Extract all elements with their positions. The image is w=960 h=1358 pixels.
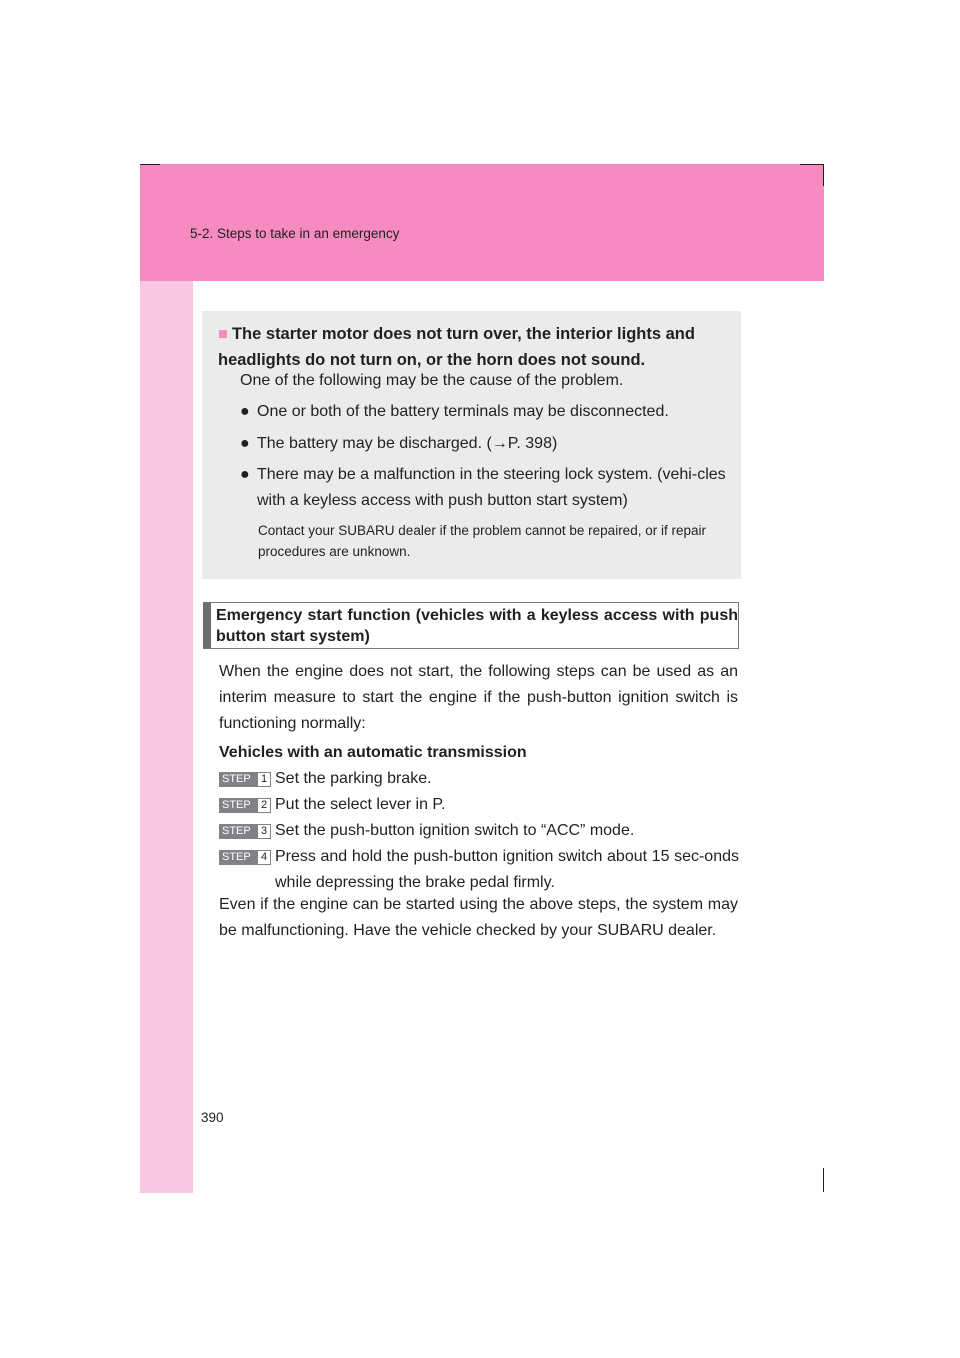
emergency-subheading: Vehicles with an automatic transmission <box>219 744 527 761</box>
bullet-icon: ● <box>240 466 250 483</box>
step-text-2: Put the select lever in P. <box>275 796 446 813</box>
note-small-text: Contact your SUBARU dealer if the problem cannot be repaired, or if repair procedures are unknown. <box>258 523 706 559</box>
note-bullet-3: There may be a malfunction in the steering lock system. (vehi-cles with a keyless access with push button start system) <box>257 466 726 509</box>
note-heading-text: The starter motor does not turn over, the interior lights and headlights do not turn on, or the horn does not sound. <box>218 325 695 369</box>
section-title: 5-2. Steps to take in an emergency <box>190 226 400 241</box>
step-number: 2 <box>257 798 271 813</box>
bullet-icon: ● <box>240 403 250 420</box>
step-number: 3 <box>257 824 271 839</box>
note-bullet-1: One or both of the battery terminals may be disconnected. <box>257 403 669 420</box>
note-bullet-2: The battery may be discharged. (→P. 398) <box>257 435 558 452</box>
bullet-icon: ● <box>240 435 250 452</box>
emergency-intro: When the engine does not start, the following steps can be used as an interim measure to start the engine if the push-button ignition switch is functioning normally: <box>219 663 738 732</box>
step-number: 4 <box>257 850 271 865</box>
crop-mark <box>823 164 824 186</box>
square-bullet-icon: ■ <box>218 325 228 343</box>
emergency-closing: Even if the engine can be started using the above steps, the system may be malfunctioning. Have the vehicle checked by your SUBARU dealer. <box>219 896 738 939</box>
subsection-heading: Emergency start function (vehicles with a keyless access with push button start system) <box>216 607 738 645</box>
crop-mark <box>800 164 824 165</box>
page-number: 390 <box>201 1110 224 1125</box>
crop-mark <box>140 164 160 165</box>
step-text-1: Set the parking brake. <box>275 770 432 787</box>
step-text-3: Set the push-button ignition switch to “ACC” mode. <box>275 822 635 839</box>
note-intro: One of the following may be the cause of the problem. <box>240 372 624 389</box>
crop-mark <box>823 1168 824 1192</box>
note-heading <box>218 321 724 373</box>
header-band <box>140 164 824 281</box>
sidebar-tab <box>140 281 193 1193</box>
step-number: 1 <box>257 772 271 787</box>
step-text-4: Press and hold the push-button ignition switch about 15 sec-onds while depressing the brake pedal firmly. <box>275 848 739 891</box>
